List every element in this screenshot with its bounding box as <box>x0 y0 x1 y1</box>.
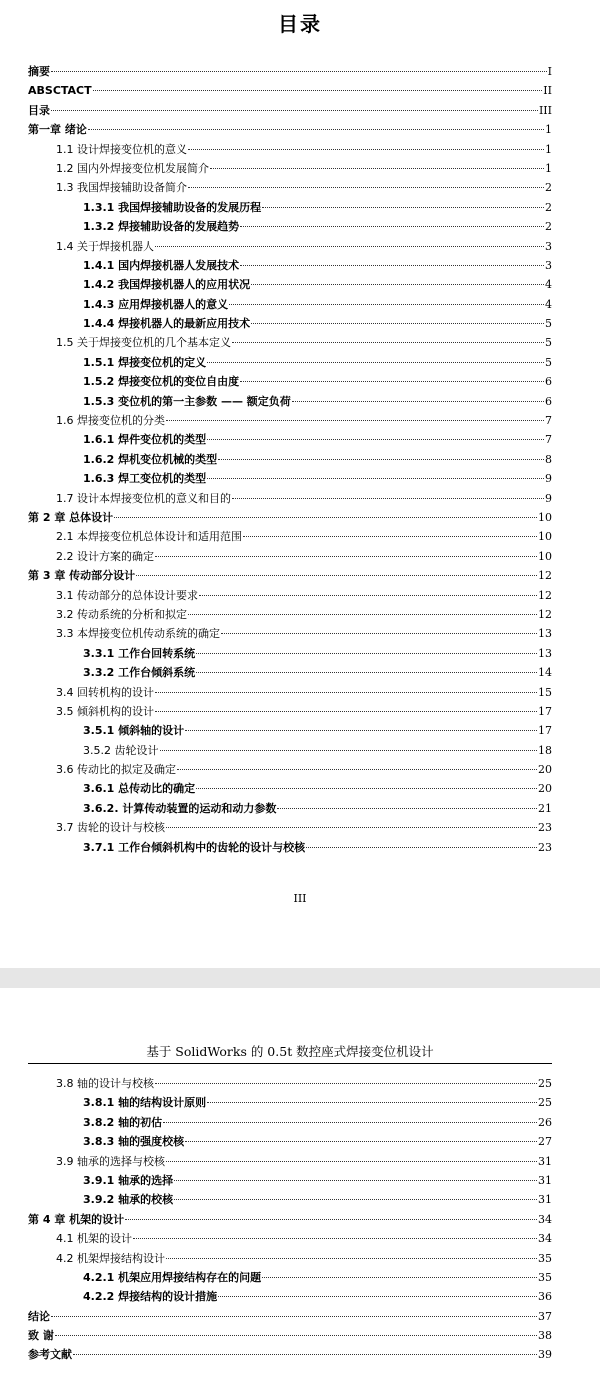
dot-leader <box>207 1101 537 1103</box>
toc-entry-page: 31 <box>538 1173 552 1187</box>
toc-entry-page: 7 <box>545 414 552 428</box>
toc-entry[interactable] <box>28 275 552 294</box>
toc-entry-label: 1.6.1 焊件变位机的类型 <box>83 433 207 447</box>
toc-entry[interactable] <box>28 508 552 527</box>
dot-leader <box>196 787 537 789</box>
toc-entry-label: ABSCTACT <box>28 84 92 98</box>
toc-entry-label: 1.3 我国焊接辅助设备简介 <box>56 181 187 195</box>
toc-entry[interactable] <box>28 430 552 449</box>
toc-entry[interactable] <box>28 683 552 702</box>
toc-entry-page: 13 <box>538 646 552 660</box>
dot-leader <box>232 497 544 499</box>
toc-entry-page: 7 <box>545 433 552 447</box>
toc-entry[interactable] <box>28 81 552 100</box>
toc-entry-label: 第 3 章 传动部分设计 <box>28 569 136 583</box>
toc-entry-page: 15 <box>538 685 552 699</box>
page-title: 目录 <box>278 12 322 36</box>
toc-entry-label: 3.3 本焊接变位机传动系统的确定 <box>56 627 220 641</box>
toc-entry-page: 8 <box>545 452 552 466</box>
toc-entry[interactable] <box>28 547 552 566</box>
toc-entry-page: 1 <box>545 161 552 175</box>
dot-leader <box>207 438 544 440</box>
toc-entry[interactable] <box>28 1345 552 1364</box>
dot-leader <box>133 1237 537 1239</box>
toc-entry-page: 35 <box>538 1251 552 1265</box>
dot-leader <box>155 1082 537 1084</box>
toc-entry[interactable] <box>28 450 552 469</box>
toc-entry-page: 37 <box>538 1309 552 1323</box>
toc-entry-page: 21 <box>538 801 552 815</box>
toc-entry-label: 4.2 机架焊接结构设计 <box>56 1251 165 1265</box>
toc-entry-label: 1.6 焊接变位机的分类 <box>56 414 165 428</box>
toc-entry-page: 3 <box>545 258 552 272</box>
toc-entry[interactable] <box>28 779 552 798</box>
toc-entry-page: 6 <box>545 375 552 389</box>
toc-entry[interactable] <box>28 1152 552 1171</box>
toc-entry[interactable] <box>28 62 552 81</box>
toc-entry-page: 31 <box>538 1193 552 1207</box>
table-of-contents-continued <box>28 1074 552 1365</box>
toc-entry-page: 38 <box>538 1329 552 1343</box>
dot-leader <box>292 400 544 402</box>
toc-entry-label: 3.9 轴承的选择与校核 <box>56 1154 165 1168</box>
toc-entry-page: 6 <box>545 394 552 408</box>
toc-entry-label: 1.5.2 焊接变位机的变位自由度 <box>83 375 240 389</box>
page-number: III <box>293 892 307 905</box>
toc-entry-label: 4.2.1 机架应用焊接结构存在的问题 <box>83 1270 262 1284</box>
toc-entry-label: 目录 <box>28 103 50 117</box>
toc-entry-label: 1.1 设计焊接变位机的意义 <box>56 142 187 156</box>
dot-leader <box>174 1198 537 1200</box>
toc-entry-page: 2 <box>545 181 552 195</box>
table-of-contents <box>28 62 552 857</box>
dot-leader <box>166 419 544 421</box>
toc-entry[interactable] <box>28 140 552 159</box>
dot-leader <box>155 691 537 693</box>
toc-entry-page: 20 <box>538 763 552 777</box>
dot-leader <box>207 361 544 363</box>
toc-entry-label: 3.5.1 倾斜轴的设计 <box>83 724 185 738</box>
toc-entry-page: 34 <box>538 1232 552 1246</box>
toc-entry-label: 1.4.2 我国焊接机器人的应用状况 <box>83 278 251 292</box>
toc-entry-label: 3.3.1 工作台回转系统 <box>83 646 196 660</box>
toc-entry[interactable] <box>28 101 552 120</box>
dot-leader <box>218 458 544 460</box>
toc-entry-page: II <box>543 84 552 98</box>
toc-entry-label: 1.4 关于焊接机器人 <box>56 239 154 253</box>
dot-leader <box>210 167 544 169</box>
dot-leader <box>155 710 537 712</box>
dot-leader <box>262 1276 537 1278</box>
toc-entry-page: 3 <box>545 239 552 253</box>
toc-entry[interactable] <box>28 818 552 837</box>
toc-entry-label: 4.1 机架的设计 <box>56 1232 132 1246</box>
toc-entry-label: 摘要 <box>28 65 50 78</box>
toc-entry-label: 1.6.3 焊工变位机的类型 <box>83 472 207 486</box>
toc-entry[interactable] <box>28 1249 552 1268</box>
toc-entry-label: 3.1 传动部分的总体设计要求 <box>56 588 198 602</box>
dot-leader <box>188 186 544 188</box>
toc-entry-page: 17 <box>538 704 552 718</box>
toc-entry-label: 1.4.4 焊接机器人的最新应用技术 <box>83 317 251 331</box>
toc-entry-page: 13 <box>538 627 552 641</box>
dot-leader <box>251 283 544 285</box>
toc-entry[interactable] <box>28 624 552 643</box>
toc-entry-page: 27 <box>538 1135 552 1149</box>
dot-leader <box>240 380 544 382</box>
dot-leader <box>185 1140 537 1142</box>
dot-leader <box>243 535 537 537</box>
toc-entry[interactable] <box>28 741 552 760</box>
dot-leader <box>88 128 544 130</box>
toc-entry-label: 1.3.1 我国焊接辅助设备的发展历程 <box>83 200 262 214</box>
toc-entry-label: 3.6.1 总传动比的确定 <box>83 782 196 796</box>
toc-entry-label: 3.5.2 齿轮设计 <box>83 743 159 757</box>
toc-entry-label: 1.5.3 变位机的第一主参数 —— 额定负荷 <box>83 394 291 408</box>
toc-entry[interactable] <box>28 353 552 372</box>
dot-leader <box>155 245 544 247</box>
toc-entry-label: 第 4 章 机架的设计 <box>28 1212 125 1226</box>
toc-entry-page: 1 <box>545 123 552 137</box>
toc-entry-label: 1.2 国内外焊接变位机发展简介 <box>56 161 209 175</box>
toc-entry-label: 3.4 回转机构的设计 <box>56 685 154 699</box>
running-header: 基于 SolidWorks 的 0.5t 数控座式焊接变位机设计 <box>28 1042 552 1064</box>
toc-entry-page: 14 <box>538 666 552 680</box>
toc-entry[interactable] <box>28 721 552 740</box>
toc-entry-label: 参考文献 <box>28 1348 72 1362</box>
toc-entry-page: 5 <box>545 355 552 369</box>
toc-entry-label: 1.4.1 国内焊接机器人发展技术 <box>83 258 240 272</box>
toc-entry-page: 35 <box>538 1270 552 1284</box>
toc-entry[interactable] <box>28 217 552 236</box>
dot-leader <box>196 671 537 673</box>
toc-entry[interactable] <box>28 237 552 256</box>
toc-entry-page: 9 <box>545 472 552 486</box>
toc-entry[interactable] <box>28 489 552 508</box>
toc-entry-page: 25 <box>538 1096 552 1110</box>
toc-entry-page: 34 <box>538 1212 552 1226</box>
toc-entry-label: 3.8 轴的设计与校核 <box>56 1077 154 1090</box>
dot-leader <box>207 477 544 479</box>
dot-leader <box>51 70 547 72</box>
dot-leader <box>188 613 537 615</box>
dot-leader <box>155 555 537 557</box>
toc-entry[interactable] <box>28 314 552 333</box>
dot-leader <box>177 768 537 770</box>
toc-entry-label: 1.6.2 焊机变位机械的类型 <box>83 452 218 466</box>
toc-entry[interactable] <box>28 1326 552 1345</box>
toc-entry-page: 23 <box>538 821 552 835</box>
toc-entry-label: 1.5 关于焊接变位机的几个基本定义 <box>56 336 231 350</box>
toc-entry-page: 31 <box>538 1154 552 1168</box>
toc-entry[interactable] <box>28 586 552 605</box>
toc-entry[interactable] <box>28 1113 552 1132</box>
toc-entry-page: III <box>538 103 552 117</box>
toc-entry[interactable] <box>28 1190 552 1209</box>
toc-entry-page: 10 <box>538 510 552 524</box>
toc-entry[interactable] <box>28 1268 552 1287</box>
dot-leader <box>221 632 537 634</box>
dot-leader <box>199 594 537 596</box>
toc-entry[interactable] <box>28 1287 552 1306</box>
toc-entry[interactable] <box>28 333 552 352</box>
toc-entry[interactable] <box>28 760 552 779</box>
toc-entry[interactable] <box>28 1074 552 1093</box>
toc-entry[interactable] <box>28 702 552 721</box>
dot-leader <box>277 807 537 809</box>
toc-entry-page: 5 <box>545 336 552 350</box>
dot-leader <box>218 1295 537 1297</box>
dot-leader <box>174 1179 537 1181</box>
toc-entry-label: 3.9.2 轴承的校核 <box>83 1193 174 1207</box>
toc-entry-page: 10 <box>538 530 552 544</box>
toc-entry-page: 36 <box>538 1290 552 1304</box>
dot-leader <box>125 1218 537 1220</box>
toc-entry-label: 3.2 传动系统的分析和拟定 <box>56 607 187 621</box>
toc-entry-label: 结论 <box>28 1309 50 1323</box>
dot-leader <box>114 516 537 518</box>
toc-entry-label: 3.6.2. 计算传动装置的运动和动力参数 <box>83 801 277 815</box>
dot-leader <box>185 729 537 731</box>
toc-entry-label: 3.3.2 工作台倾斜系统 <box>83 666 196 680</box>
toc-entry-label: 致 谢 <box>28 1329 54 1343</box>
dot-leader <box>166 826 537 828</box>
toc-entry-page: I <box>547 65 552 78</box>
toc-entry-page: 17 <box>538 724 552 738</box>
toc-entry-label: 3.5 倾斜机构的设计 <box>56 704 154 718</box>
toc-entry-page: 12 <box>538 569 552 583</box>
toc-entry-page: 2 <box>545 220 552 234</box>
toc-entry-label: 3.8.3 轴的强度校核 <box>83 1135 185 1149</box>
toc-entry-label: 2.1 本焊接变位机总体设计和适用范围 <box>56 530 242 544</box>
dot-leader <box>73 1353 537 1355</box>
toc-entry-page: 10 <box>538 549 552 563</box>
toc-entry[interactable] <box>28 198 552 217</box>
toc-entry-label: 1.4.3 应用焊接机器人的意义 <box>83 297 229 311</box>
toc-entry[interactable] <box>28 256 552 275</box>
toc-entry[interactable] <box>28 159 552 178</box>
toc-entry-label: 1.5.1 焊接变位机的定义 <box>83 355 207 369</box>
toc-entry[interactable] <box>28 1132 552 1151</box>
toc-entry-label: 3.7 齿轮的设计与校核 <box>56 821 165 835</box>
toc-entry[interactable] <box>28 120 552 139</box>
toc-entry-page: 5 <box>545 317 552 331</box>
toc-entry[interactable] <box>28 1210 552 1229</box>
toc-entry[interactable] <box>28 566 552 585</box>
toc-entry-label: 1.3.2 焊接辅助设备的发展趋势 <box>83 220 240 234</box>
dot-leader <box>55 1334 537 1336</box>
toc-entry-label: 3.8.1 轴的结构设计原则 <box>83 1096 207 1110</box>
toc-entry-page: 1 <box>545 142 552 156</box>
dot-leader <box>232 341 544 343</box>
toc-entry-label: 3.9.1 轴承的选择 <box>83 1173 174 1187</box>
toc-entry[interactable] <box>28 178 552 197</box>
toc-entry-page: 18 <box>538 743 552 757</box>
toc-entry[interactable] <box>28 295 552 314</box>
dot-leader <box>196 652 537 654</box>
toc-entry-page: 12 <box>538 588 552 602</box>
toc-entry-label: 4.2.2 焊接结构的设计措施 <box>83 1290 218 1304</box>
toc-entry[interactable] <box>28 663 552 682</box>
toc-entry-page: 23 <box>538 840 552 854</box>
dot-leader <box>262 206 544 208</box>
toc-entry-label: 第 2 章 总体设计 <box>28 510 114 524</box>
dot-leader <box>136 574 537 576</box>
page-separator <box>0 968 600 988</box>
toc-entry[interactable] <box>28 644 552 663</box>
toc-entry[interactable] <box>28 469 552 488</box>
dot-leader <box>166 1160 537 1162</box>
toc-entry[interactable] <box>28 1307 552 1326</box>
toc-entry[interactable] <box>28 1171 552 1190</box>
toc-entry-label: 3.6 传动比的拟定及确定 <box>56 763 176 777</box>
toc-entry[interactable] <box>28 605 552 624</box>
dot-leader <box>163 1121 537 1123</box>
dot-leader <box>160 749 538 751</box>
toc-entry-label: 3.7.1 工作台倾斜机构中的齿轮的设计与校核 <box>83 840 306 854</box>
dot-leader <box>229 303 544 305</box>
toc-entry-page: 2 <box>545 200 552 214</box>
toc-entry-label: 第一章 绪论 <box>28 123 87 137</box>
toc-entry-label: 1.7 设计本焊接变位机的意义和目的 <box>56 491 231 505</box>
dot-leader <box>93 89 543 91</box>
dot-leader <box>51 109 538 111</box>
toc-entry[interactable] <box>28 372 552 391</box>
toc-entry-page: 12 <box>538 607 552 621</box>
toc-entry-page: 4 <box>545 278 552 292</box>
dot-leader <box>166 1257 537 1259</box>
toc-entry-page: 9 <box>545 491 552 505</box>
toc-entry[interactable] <box>28 527 552 546</box>
dot-leader <box>188 148 544 150</box>
toc-entry-page: 26 <box>538 1115 552 1129</box>
toc-entry-label: 3.8.2 轴的初估 <box>83 1115 163 1129</box>
dot-leader <box>51 1315 537 1317</box>
toc-entry[interactable] <box>28 411 552 430</box>
toc-entry[interactable] <box>28 799 552 818</box>
toc-entry[interactable] <box>28 838 552 857</box>
toc-entry-page: 20 <box>538 782 552 796</box>
dot-leader <box>240 225 544 227</box>
toc-entry-page: 4 <box>545 297 552 311</box>
dot-leader <box>306 846 537 848</box>
toc-entry-page: 25 <box>538 1077 552 1090</box>
toc-entry[interactable] <box>28 1229 552 1248</box>
dot-leader <box>251 322 544 324</box>
toc-entry-page: 39 <box>538 1348 552 1362</box>
toc-entry[interactable] <box>28 392 552 411</box>
toc-entry[interactable] <box>28 1093 552 1112</box>
toc-entry-label: 2.2 设计方案的确定 <box>56 549 154 563</box>
dot-leader <box>240 264 544 266</box>
document-page-2 <box>0 988 600 1381</box>
